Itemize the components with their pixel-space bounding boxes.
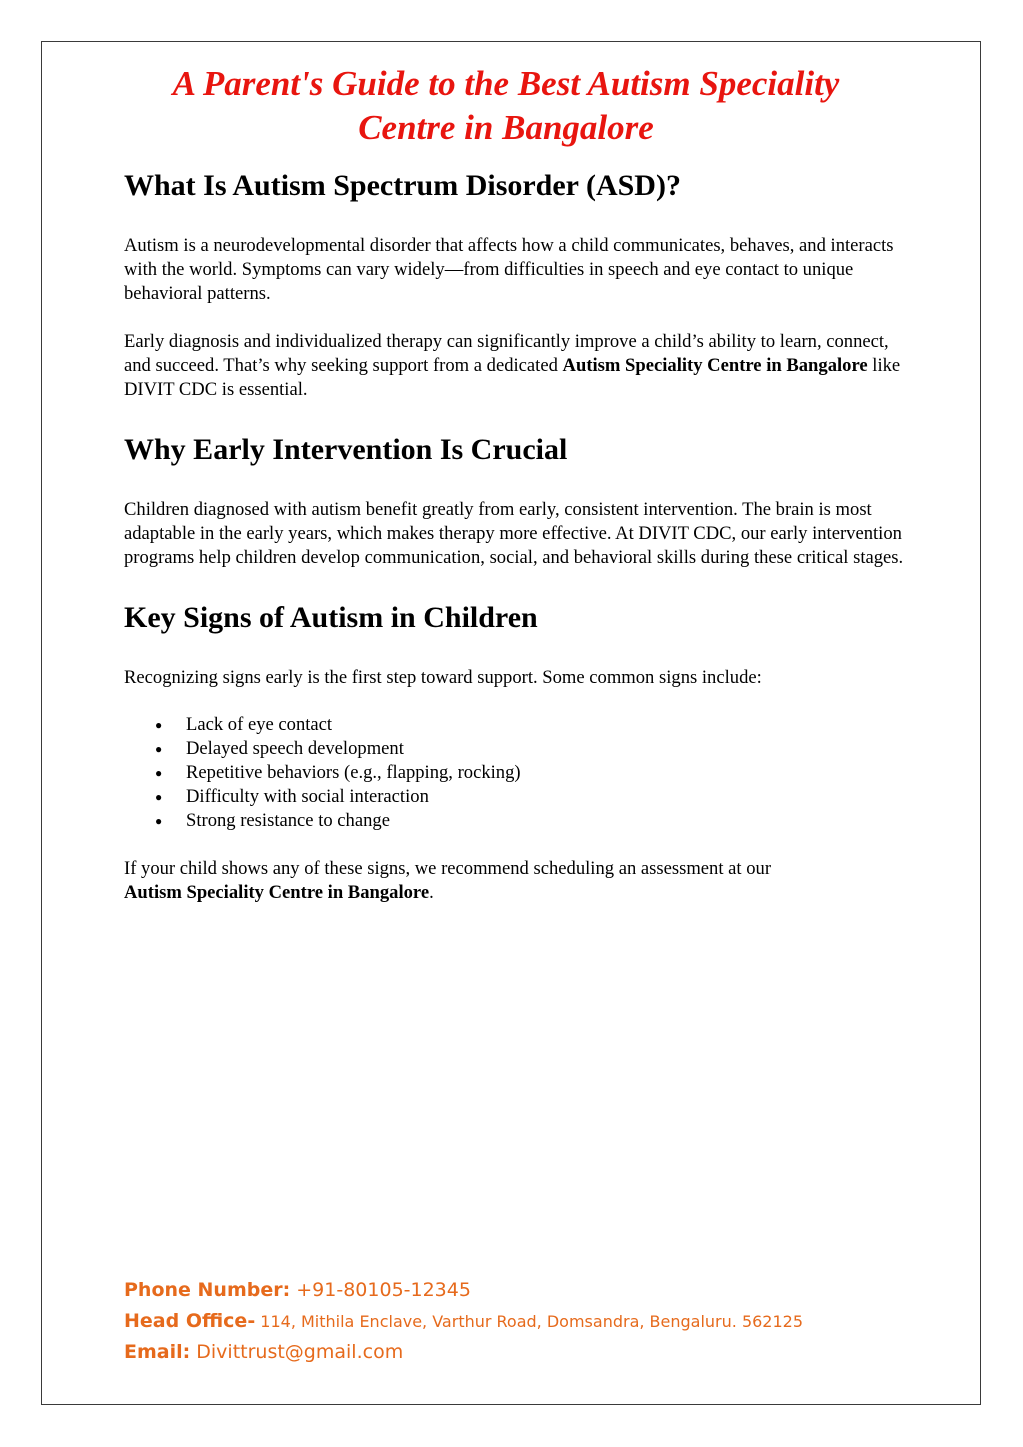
office-line — [124, 1306, 924, 1337]
bullet-icon: ● — [155, 814, 163, 828]
document-body — [124, 62, 904, 905]
bold-keyword: Autism Speciality Centre in Bangalore — [562, 355, 868, 376]
paragraph-early-diagnosis — [124, 330, 904, 402]
list-item-text: Repetitive behaviors (e.g., flapping, rocking) — [186, 762, 521, 783]
heading-early-intervention: Why Early Intervention Is Crucial — [124, 433, 568, 466]
paragraph-recommendation — [124, 857, 904, 905]
list-item — [155, 785, 904, 809]
office-label: Head Office- — [124, 1310, 256, 1332]
list-item — [155, 737, 904, 761]
list-item-text: Delayed speech development — [186, 738, 404, 759]
list-item — [155, 809, 904, 833]
phone-label: Phone Number: — [124, 1279, 291, 1301]
email-label: Email: — [124, 1341, 191, 1363]
phone-line — [124, 1275, 924, 1306]
list-item-text: Difficulty with social interaction — [186, 786, 429, 807]
paragraph-signs-intro: Recognizing signs early is the first step toward support. Some common signs include: — [124, 667, 762, 688]
paragraph-text: . — [429, 882, 434, 903]
paragraph-early-intervention: Children diagnosed with autism benefit greatly from early, consistent intervention. The brain is most adaptable in the early years, which makes therapy more effective. At DIVIT CDC, our early intervention programs help children develop communication, social, and behavioral skills during these critical stages. — [124, 499, 904, 568]
title-line-1: A Parent's Guide to the Best Autism Speciality — [172, 64, 840, 103]
email-line — [124, 1337, 924, 1368]
paragraph-asd-definition: Autism is a neurodevelopmental disorder that affects how a child communicates, behaves, and interacts with the world. Symptoms can vary widely—from difficulties in speech and eye contact to unique behavioral patterns. — [124, 235, 894, 304]
document-title — [116, 62, 896, 150]
phone-number[interactable]: +91-80105-12345 — [290, 1279, 471, 1301]
heading-what-is-asd: What Is Autism Spectrum Disorder (ASD)? — [124, 169, 681, 202]
bold-keyword: Autism Speciality Centre in Bangalore — [124, 882, 430, 903]
contact-footer — [124, 1275, 924, 1368]
bullet-icon: ● — [155, 790, 163, 804]
list-item — [155, 761, 904, 785]
signs-list — [124, 713, 904, 833]
title-line-2: Centre in Bangalore — [358, 108, 654, 147]
office-address: 114, Mithila Enclave, Varthur Road, Domsandra, Bengaluru. 562125 — [255, 1312, 804, 1331]
email-address[interactable]: Divittrust@gmail.com — [190, 1341, 404, 1363]
list-item-text: Strong resistance to change — [186, 810, 390, 831]
list-item-text: Lack of eye contact — [186, 714, 333, 735]
paragraph-text: like DIVIT CDC is essential. — [124, 355, 901, 400]
heading-key-signs: Key Signs of Autism in Children — [124, 601, 538, 634]
bullet-icon: ● — [155, 718, 163, 732]
paragraph-text: Early diagnosis and individualized therapy can significantly improve a child’s ability to learn, connect, and succeed. That’s why seeking support from a dedicated — [124, 331, 889, 376]
bullet-icon: ● — [155, 742, 163, 756]
paragraph-text: If your child shows any of these signs, we recommend scheduling an assessment at our — [124, 858, 772, 879]
list-item — [155, 713, 904, 737]
bullet-icon: ● — [155, 766, 163, 780]
